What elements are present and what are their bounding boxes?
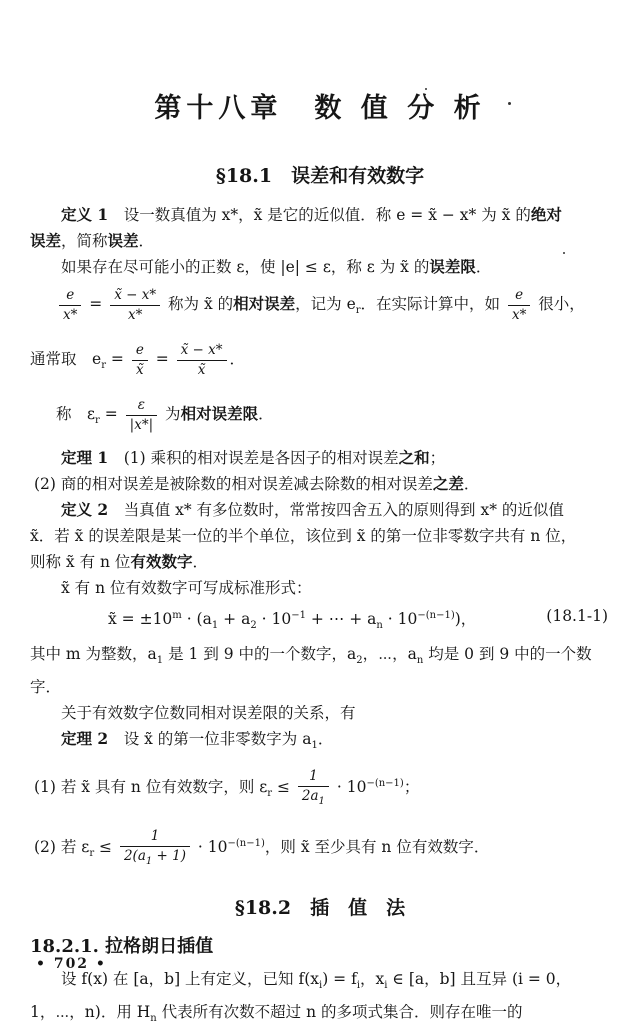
text: (2) 若 ε (34, 838, 90, 856)
text: ． (229, 350, 246, 368)
fraction-xtilde-minus-xstar-over-xstar (110, 287, 160, 324)
subscript-1: 1 (156, 655, 164, 666)
subsection-18-2-1-title: 18.2.1. 拉格朗日插值 (30, 936, 214, 957)
bold-term-relative-error: 相对误差 (233, 294, 296, 313)
text: 设 x̃ 的第一位非零数字为 a (108, 730, 312, 748)
fraction-numerator: ε (126, 397, 157, 416)
text: 如果存在尽可能小的正数 ε，使 |e| ≤ ε，称 ε 为 x̃ 的 (61, 258, 430, 276)
definition-1-bold-term: 绝对 (530, 205, 562, 224)
error-bound-paragraph (30, 254, 610, 280)
text: 是 1 到 9 中的一个数字，a (163, 645, 357, 663)
subscript-r: r (89, 848, 95, 859)
subscript-2: 2 (250, 620, 257, 631)
subscript-1: 1 (211, 620, 219, 631)
text: 则称 x̃ 有 n 位 (30, 553, 131, 571)
text: ∈ [a，b] 且互异 (i = 0， (387, 970, 572, 988)
fraction-numerator: x̃ − x* (110, 287, 160, 306)
superscript-minus-n-minus-1: −(n−1) (366, 778, 404, 789)
formula-text: · 10 (256, 610, 292, 628)
page-number: • 702 • (36, 956, 107, 972)
equation-number: (18.1-1) (546, 607, 608, 625)
text: 当真值 x* 有多位数时，常常按四舍五入的原则得到 x* 的近似值 (108, 501, 564, 519)
definition-1-line-1 (30, 202, 610, 228)
text: x̃．若 x̃ 的误差限是某一位的半个单位，该位到 x̃ 的第一位非零数字共有 n 位， (30, 527, 577, 545)
text: (1) 若 x̃ 具有 n 位有效数字，则 ε (34, 778, 268, 796)
fraction-numerator: x̃ − x* (177, 342, 227, 361)
definition-2-label: 定义 2 (61, 500, 109, 519)
subscript-r: r (95, 415, 100, 426)
section-18-2-title: §18.2 插 值 法 (234, 897, 406, 919)
text: ，记为 e (295, 295, 356, 313)
text: ． (258, 405, 274, 423)
formula-explanation-line-1 (30, 641, 610, 674)
less-equal-sign: ≤ (272, 778, 295, 796)
fraction-denominator (120, 847, 190, 869)
text: · 10 (331, 778, 367, 796)
formula-18-1-1 (30, 601, 610, 641)
text: ) = f (322, 970, 357, 988)
text: · 10 (193, 838, 228, 856)
fraction-e-over-xtilde (132, 342, 148, 379)
formula-text: x̃ = ±10 (108, 610, 173, 628)
superscript-m: m (172, 610, 182, 621)
theorem-2-item-2 (30, 819, 610, 879)
lagrange-paragraph-line-1 (30, 966, 610, 999)
fraction-1-over-2a1 (298, 768, 329, 808)
text: 字． (30, 678, 62, 696)
denominator-text: + 1) (152, 847, 186, 864)
subscript-1: 1 (318, 795, 325, 807)
text: ． (138, 232, 155, 250)
text: 称为 x̃ 的 (163, 295, 234, 313)
text: ； (403, 778, 420, 796)
superscript-minus-n-minus-1: −(n−1) (227, 838, 265, 849)
text: ． (192, 553, 208, 571)
text: (2) 商的相对误差是被除数的相对误差减去除数的相对误差 (34, 475, 433, 493)
subscript-i: i (356, 980, 361, 991)
text: ，⋯，a (362, 645, 417, 663)
text: ，x (360, 970, 385, 988)
fraction-denominator: x* (63, 306, 78, 323)
theorem-2-item-1 (30, 759, 610, 819)
fraction-numerator: 1 (298, 768, 329, 787)
text: ，简称 (61, 232, 108, 250)
fraction-denominator: x̃ (197, 361, 206, 378)
subscript-1: 1 (145, 855, 153, 867)
equals-sign: = (99, 405, 123, 423)
formula-text: )， (454, 610, 477, 628)
definition-1-line-2 (30, 228, 610, 254)
theorem-1-label: 定理 1 (61, 448, 109, 467)
theorem-2-label: 定理 2 (61, 729, 109, 748)
scan-artifact-dot (508, 102, 511, 105)
fraction-e-over-xstar (59, 287, 81, 324)
text: ； (429, 449, 446, 467)
less-equal-sign: ≤ (94, 838, 117, 856)
fraction-numerator: e (508, 287, 530, 306)
text: 1，⋯，n)．用 H (30, 1003, 151, 1021)
text: 代表所有次数不超过 n 的多项式集合．则存在唯一的 (156, 1003, 523, 1021)
text: 通常取 e (30, 350, 102, 368)
subscript-2: 2 (356, 655, 363, 666)
scan-artifact-dot (563, 252, 565, 254)
definition-1-label: 定义 1 (61, 205, 109, 224)
bold-term-error-bound: 误差限 (429, 257, 476, 276)
usual-relative-error-line (30, 335, 610, 390)
formula-explanation-line-2 (30, 674, 610, 700)
text: 均是 0 到 9 中的一个数 (423, 645, 592, 663)
equals-sign: = (150, 350, 174, 368)
formula-text: · 10 (382, 610, 418, 628)
text: ． (463, 475, 480, 493)
fraction-numerator: 1 (120, 828, 190, 847)
text: (1) 乘积的相对误差是各因子的相对误差 (108, 449, 399, 467)
fraction-e-over-xstar (508, 287, 530, 324)
section-18-1-title: §18.1 误差和有效数字 (215, 165, 425, 187)
definition-2-line-1 (30, 497, 610, 523)
fraction-epsilon-over-abs-xstar (126, 397, 157, 434)
standard-form-intro-line (30, 575, 610, 601)
denominator-text: 2(a (123, 847, 146, 864)
fraction-xtilde-minus-xstar-over-xtilde (177, 342, 227, 379)
theorem-2-line (30, 726, 610, 759)
text: ． (475, 258, 492, 276)
text: 其中 m 为整数，a (30, 645, 157, 663)
definition-2-line-2 (30, 523, 610, 549)
formula-text: + ⋯ + a (305, 610, 377, 628)
superscript-minus-1: −1 (291, 610, 306, 621)
text: ，则 x̃ 至少具有 n 位有效数字． (264, 838, 490, 856)
bold-term-difference: 之差 (432, 474, 464, 493)
relative-error-formula-line (30, 280, 610, 335)
subscript-n: n (376, 620, 383, 631)
equals-sign: = (105, 350, 129, 368)
chapter-title: 第十八章 数 值 分 析 (154, 93, 486, 124)
formula-text: + a (218, 610, 251, 628)
text: 设 f(x) 在 [a，b] 上有定义，已知 f(x (61, 970, 319, 988)
formula-text: · (a (181, 610, 212, 628)
equals-sign: = (84, 295, 108, 313)
bold-term-sum: 之和 (398, 448, 430, 467)
fraction-denominator: x* (511, 306, 527, 323)
subscript-1: 1 (311, 740, 318, 751)
subscript-r: r (267, 788, 273, 799)
scan-artifact-dot (425, 88, 427, 90)
fraction-denominator: x* (127, 306, 143, 323)
denominator-text: 2a (301, 787, 319, 804)
bold-term-error: 误差 (30, 231, 62, 250)
definition-1-text: 设一数真值为 x*，x̃ 是它的近似值．称 e = x̃ − x* 为 x̃ 的 (108, 206, 531, 224)
superscript-minus-n-minus-1: −(n−1) (417, 610, 455, 621)
text: 称 ε (56, 405, 96, 423)
subscript-n: n (416, 655, 424, 666)
definition-2-line-3 (30, 549, 610, 575)
theorem-1-line-2 (30, 471, 610, 497)
text: 很小， (533, 295, 585, 313)
bold-term-relative-error-bound: 相对误差限 (180, 404, 259, 423)
text: ． (317, 730, 334, 748)
text: ．在实际计算中，如 (360, 295, 505, 313)
lagrange-paragraph-line-2 (30, 999, 610, 1032)
bold-term-error: 误差 (107, 231, 139, 250)
subscript-n: n (150, 1013, 157, 1024)
subscript-i: i (319, 980, 323, 991)
subscript-r: r (355, 305, 361, 316)
fraction-numerator: e (132, 342, 148, 361)
fraction-denominator (298, 787, 329, 809)
bold-term-significant-digits: 有效数字 (130, 552, 193, 571)
text: 关于有效数字位数同相对误差限的关系，有 (61, 704, 356, 722)
text: x̃ 有 n 位有效数字可写成标准形式： (61, 579, 312, 597)
text: 为 (160, 405, 181, 423)
relative-error-bound-line (30, 390, 610, 445)
subscript-i: i (384, 980, 388, 991)
fraction-numerator: e (59, 287, 81, 306)
fraction-denominator: |x*| (129, 416, 154, 433)
relation-intro-line (30, 700, 610, 726)
theorem-1-line-1 (30, 445, 610, 471)
fraction-1-over-2a1-plus-1 (120, 828, 190, 868)
fraction-denominator: x̃ (136, 361, 144, 378)
subscript-r: r (101, 360, 106, 371)
